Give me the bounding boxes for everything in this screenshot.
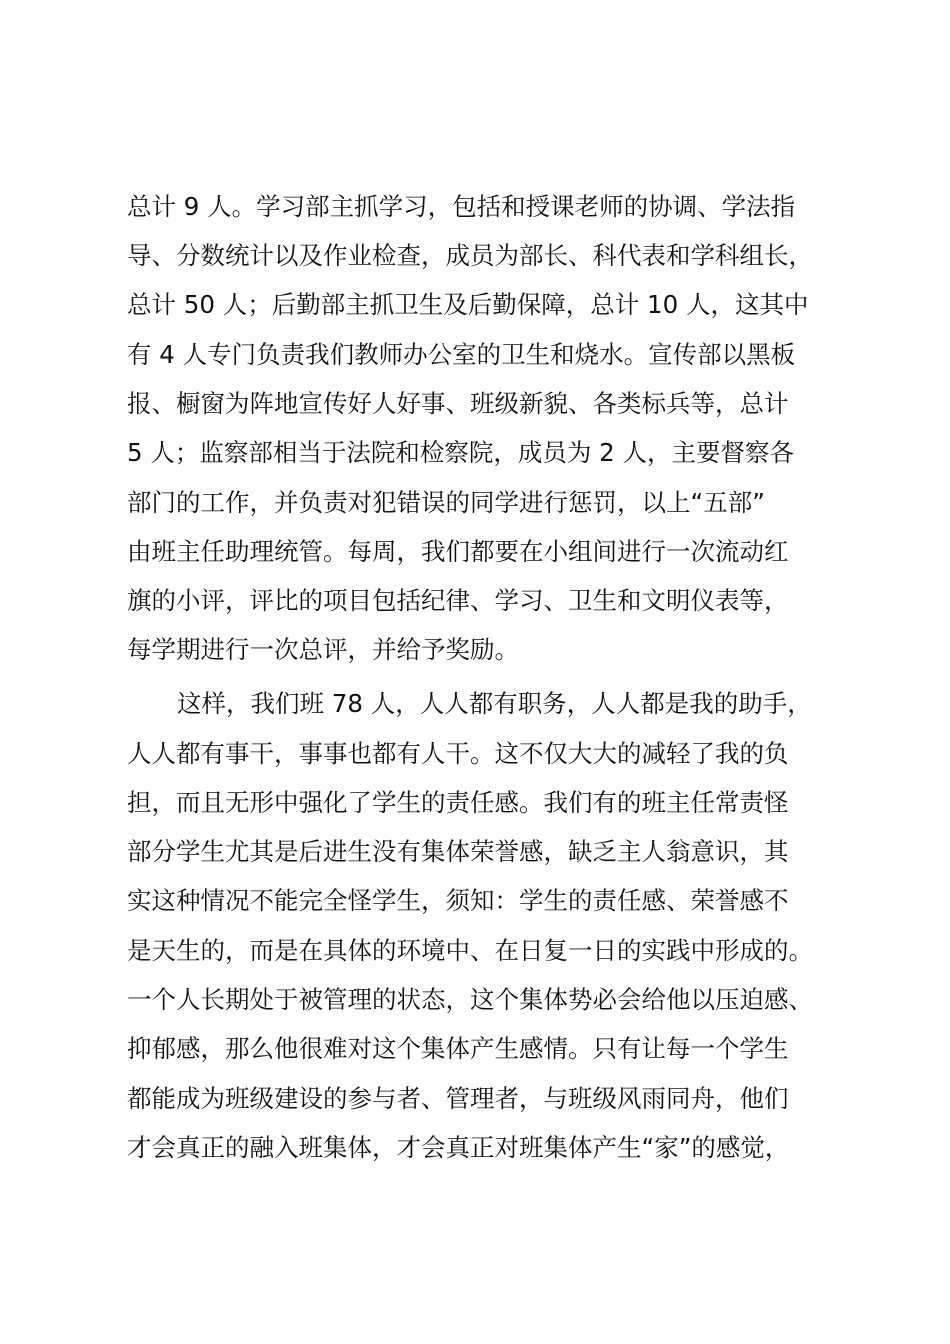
- text-line: 旗的小评，评比的项目包括纪律、学习、卫生和文明仪表等，: [127, 586, 789, 615]
- text-line: 导、分数统计以及作业检查，成员为部长、科代表和学科组长，: [127, 241, 813, 270]
- text-line: 才会真正的融入班集体，才会真正对班集体产生“家”的感觉，: [127, 1133, 790, 1162]
- text-line: 部分学生尤其是后进生没有集体荣誉感，缺乏主人翁意识，其: [127, 837, 789, 866]
- paragraph-first-line: 这样，我们班 78 人，人人都有职务，人人都是我的助手，: [177, 689, 812, 718]
- text-line: 是天生的，而是在具体的环境中、在日复一日的实践中形成的。: [127, 936, 813, 965]
- text-line: 由班主任助理统管。每周，我们都要在小组间进行一次流动红: [127, 537, 789, 566]
- text-line: 有 4 人专门负责我们教师办公室的卫生和烧水。宣传部以黑板: [127, 340, 796, 369]
- text-line: 实这种情况不能完全怪学生，须知：学生的责任感、荣誉感不: [127, 886, 789, 915]
- text-line: 抑郁感，那么他很难对这个集体产生感情。只有让每一个学生: [127, 1034, 789, 1063]
- text-line: 报、橱窗为阵地宣传好人好事、班级新貌、各类标兵等，总计: [127, 389, 789, 418]
- text-line: 都能成为班级建设的参与者、管理者，与班级风雨同舟，他们: [127, 1084, 789, 1113]
- text-line: 人人都有事干，事事也都有人干。这不仅大大的减轻了我的负: [127, 739, 789, 768]
- text-line: 部门的工作，并负责对犯错误的同学进行惩罚，以上“五部”: [127, 488, 765, 517]
- text-line: 每学期进行一次总评，并给予奖励。: [127, 635, 519, 664]
- text-line: 担，而且无形中强化了学生的责任感。我们有的班主任常责怪: [127, 788, 789, 817]
- text-line: 总计 50 人；后勤部主抓卫生及后勤保障，总计 10 人，这其中: [127, 290, 809, 319]
- text-line: 总计 9 人。学习部主抓学习，包括和授课老师的协调、学法指: [127, 192, 796, 221]
- text-line: 5 人；监察部相当于法院和检察院，成员为 2 人，主要督察各: [127, 438, 795, 467]
- text-line: 一个人长期处于被管理的状态，这个集体势必会给他以压迫感、: [127, 985, 813, 1014]
